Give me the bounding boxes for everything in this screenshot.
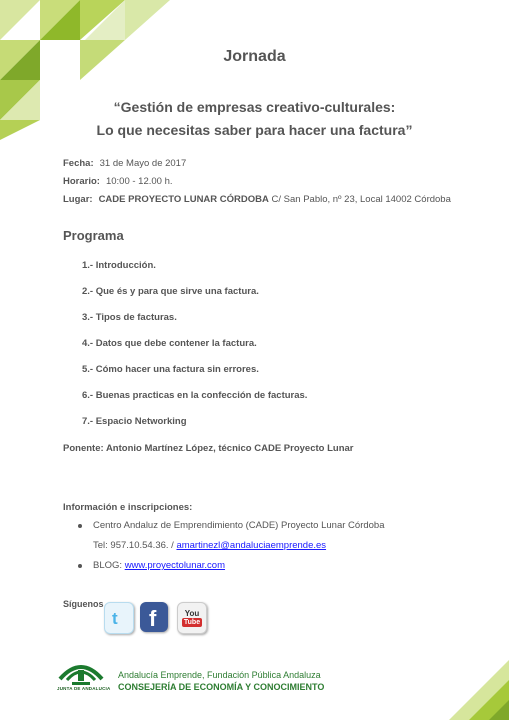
footer-org: Andalucía Emprende, Fundación Pública Andaluza: [118, 670, 321, 680]
lugar-address: C/ San Pablo, nº 23, Local 14002 Córdoba: [271, 194, 451, 205]
footer-decoration: [449, 660, 509, 720]
programa-item: 2.- Que és y para que sirve una factura.: [82, 286, 259, 297]
footer-consejeria: CONSEJERÍA DE ECONOMÍA Y CONOCIMIENTO: [118, 682, 325, 692]
programa-item: 7.- Espacio Networking: [82, 416, 187, 427]
fecha-value: 31 de Mayo de 2017: [99, 158, 187, 169]
page-title: Jornada: [223, 48, 286, 65]
lugar-label: Lugar:: [63, 194, 93, 205]
ponente-row: [63, 443, 354, 454]
event-subtitle: [0, 96, 509, 142]
youtube-text-top: You: [184, 609, 200, 618]
lugar-place: CADE PROYECTO LUNAR CÓRDOBA: [98, 194, 269, 205]
info-blog: [93, 560, 225, 571]
svg-text:t: t: [112, 609, 118, 627]
horario-value: 10:00 - 12.00 h.: [105, 176, 173, 187]
programa-item: 4.- Datos que debe contener la factura.: [82, 338, 257, 349]
subtitle-line-1: “Gestión de empresas creativo-culturales:: [113, 99, 396, 115]
bullet-icon: [78, 524, 82, 528]
subtitle-line-2: Lo que necesitas saber para hacer una factura”: [96, 122, 413, 138]
blog-link[interactable]: www.proyectolunar.com: [124, 560, 226, 571]
blog-label: BLOG:: [93, 560, 123, 571]
horario-label: Horario:: [63, 176, 100, 187]
horario-row: [63, 176, 173, 187]
fecha-row: [63, 158, 186, 169]
info-tel: Tel: 957.10.54.36. /: [93, 540, 174, 551]
lugar-row: [63, 194, 451, 205]
ponente-label: Ponente:: [63, 443, 104, 454]
programa-title: Programa: [63, 228, 124, 243]
email-link[interactable]: amartinezl@andaluciaemprende.es: [176, 540, 327, 551]
bullet-icon: [78, 564, 82, 568]
programa-item: 3.- Tipos de facturas.: [82, 312, 177, 323]
facebook-icon[interactable]: [140, 602, 168, 632]
svg-text:f: f: [149, 606, 157, 629]
info-contact: [93, 540, 326, 551]
youtube-icon[interactable]: [177, 602, 207, 634]
junta-label: JUNTA DE ANDALUCIA: [57, 686, 111, 691]
twitter-icon[interactable]: [104, 602, 134, 634]
programa-item: 5.- Cómo hacer una factura sin errores.: [82, 364, 259, 375]
programa-item: 6.- Buenas practicas en la confección de facturas.: [82, 390, 308, 401]
programa-item: 1.- Introducción.: [82, 260, 156, 271]
info-centro: Centro Andaluz de Emprendimiento (CADE) Proyecto Lunar Córdoba: [93, 520, 385, 531]
fecha-label: Fecha:: [63, 158, 94, 169]
junta-logo-icon: [56, 653, 106, 687]
ponente-value: Antonio Martínez López, técnico CADE Proyecto Lunar: [105, 443, 354, 454]
siguenos-label: Síguenos: [63, 599, 104, 609]
youtube-text-bottom: Tube: [183, 619, 201, 626]
info-title: Información e inscripciones:: [63, 502, 193, 513]
